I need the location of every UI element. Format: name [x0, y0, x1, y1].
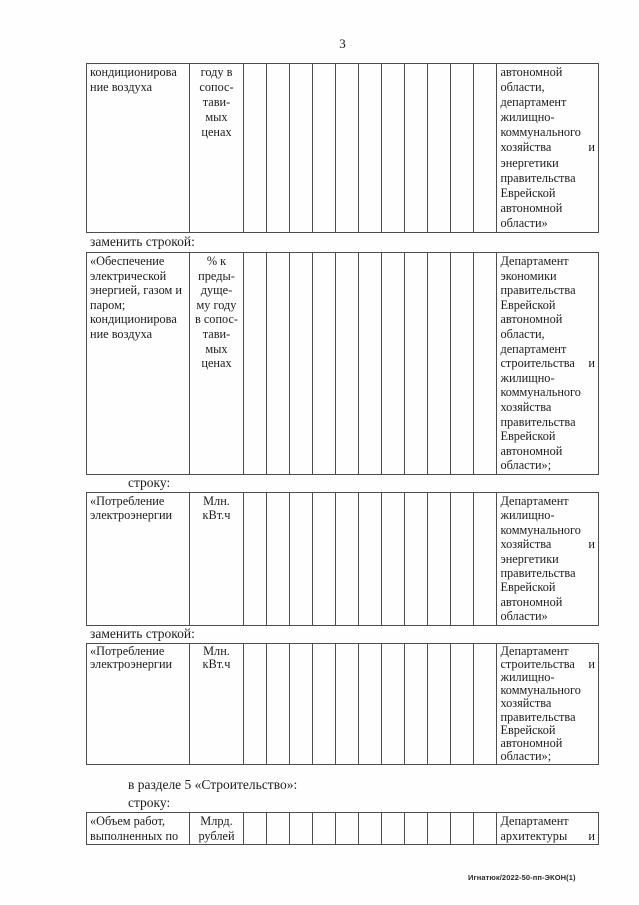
empty-cell — [358, 253, 381, 475]
row-label-replace-2: заменить строкой: — [90, 625, 195, 641]
unit-cell: % к преды- дуще- му году в сопос- тави- мых ценах — [190, 253, 243, 475]
table-row — [87, 813, 599, 845]
department-cell: автономной области, департамент жилищно-коммунального хозяйства и энергетики правительства Еврейской автономной области» — [497, 64, 599, 233]
empty-cell — [266, 253, 289, 475]
empty-cell — [312, 813, 335, 845]
section-5-label: в разделе 5 «Строительство»: — [128, 777, 298, 793]
empty-cell — [451, 253, 474, 475]
empty-cell — [405, 643, 428, 765]
empty-cell — [358, 643, 381, 765]
document-footer-reference: Игнатюк/2022-50-пп-ЭКОН(1) — [468, 873, 576, 882]
empty-cell — [451, 643, 474, 765]
indicator-cell: «Обеспечение электрической энергией, газом и паром; кондиционирова ние воздуха — [87, 253, 190, 475]
empty-cell — [474, 64, 497, 233]
indicator-cell: кондиционирова ние воздуха — [87, 64, 190, 233]
empty-cell — [382, 64, 405, 233]
empty-cell — [358, 813, 381, 845]
amendment-table-4 — [86, 643, 599, 766]
empty-cell — [382, 643, 405, 765]
empty-cell — [335, 253, 358, 475]
empty-cell — [312, 492, 335, 625]
department-cell: Департамент архитектуры и — [497, 813, 599, 845]
empty-cell — [266, 492, 289, 625]
department-cell: Департамент строительства и жилищно-коммунального хозяйства правительства Еврейской автономной области»; — [497, 643, 599, 765]
empty-cell — [289, 253, 312, 475]
empty-cell — [312, 253, 335, 475]
unit-cell: году в сопос- тави- мых ценах — [190, 64, 243, 233]
row-label-row-1: строку: — [128, 474, 171, 490]
empty-cell — [243, 643, 266, 765]
empty-cell — [243, 64, 266, 233]
empty-cell — [428, 643, 451, 765]
empty-cell — [335, 64, 358, 233]
indicator-cell: «Объем работ, выполненных по — [87, 813, 190, 845]
unit-cell: Млрд. рублей — [190, 813, 243, 845]
table-row — [87, 492, 599, 625]
empty-cell — [266, 64, 289, 233]
empty-cell — [405, 492, 428, 625]
page-number: 3 — [339, 36, 346, 51]
empty-cell — [335, 492, 358, 625]
empty-cell — [428, 253, 451, 475]
row-label-replace-1: заменить строкой: — [90, 234, 195, 250]
empty-cell — [428, 813, 451, 845]
empty-cell — [405, 253, 428, 475]
empty-cell — [266, 643, 289, 765]
unit-cell: Млн. кВт.ч — [190, 643, 243, 765]
indicator-cell: «Потребление электроэнергии — [87, 643, 190, 765]
empty-cell — [474, 643, 497, 765]
department-cell: Департамент жилищно-коммунального хозяйства и энергетики правительства Еврейской автономной области» — [497, 492, 599, 625]
empty-cell — [243, 492, 266, 625]
empty-cell — [474, 492, 497, 625]
empty-cell — [243, 253, 266, 475]
empty-cell — [358, 64, 381, 233]
empty-cell — [382, 253, 405, 475]
amendment-table-3 — [86, 492, 599, 626]
document-page — [86, 36, 599, 845]
empty-cell — [405, 64, 428, 233]
amendment-table-2 — [86, 252, 599, 475]
empty-cell — [451, 813, 474, 845]
empty-cell — [382, 492, 405, 625]
empty-cell — [289, 813, 312, 845]
empty-cell — [289, 64, 312, 233]
row-label-row-2: строку: — [128, 795, 171, 811]
empty-cell — [474, 813, 497, 845]
empty-cell — [335, 813, 358, 845]
amendment-table-1 — [86, 63, 599, 233]
empty-cell — [451, 492, 474, 625]
amendment-table-5 — [86, 812, 599, 845]
empty-cell — [266, 813, 289, 845]
table-row — [87, 64, 599, 233]
department-cell: Департамент экономики правительства Еврейской автономной области, департамент строительства и жилищно-коммунального хозяйства правительства Еврейской автономной области»; — [497, 253, 599, 475]
empty-cell — [289, 643, 312, 765]
empty-cell — [428, 492, 451, 625]
empty-cell — [243, 813, 266, 845]
empty-cell — [335, 643, 358, 765]
empty-cell — [428, 64, 451, 233]
table-row — [87, 253, 599, 475]
empty-cell — [312, 64, 335, 233]
unit-cell: Млн. кВт.ч — [190, 492, 243, 625]
indicator-cell: «Потребление электроэнергии — [87, 492, 190, 625]
empty-cell — [358, 492, 381, 625]
empty-cell — [474, 253, 497, 475]
empty-cell — [405, 813, 428, 845]
table-row — [87, 643, 599, 765]
empty-cell — [382, 813, 405, 845]
empty-cell — [451, 64, 474, 233]
empty-cell — [289, 492, 312, 625]
empty-cell — [312, 643, 335, 765]
